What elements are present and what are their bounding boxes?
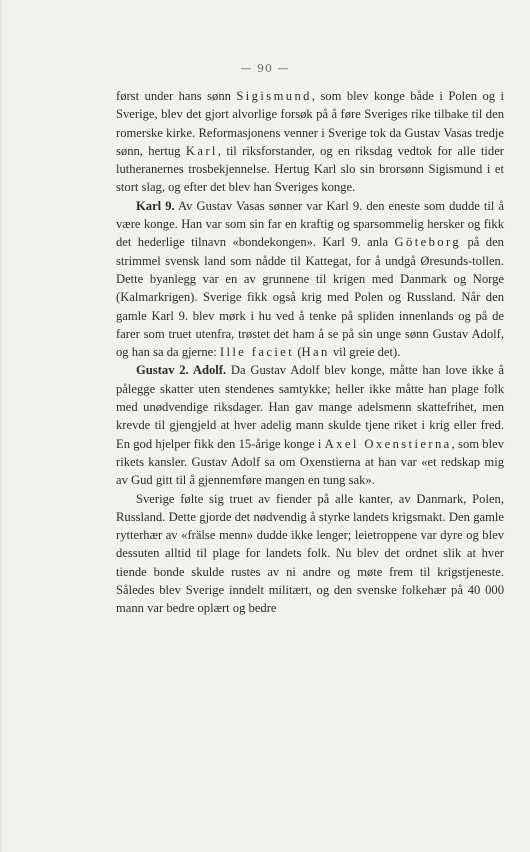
- paragraph-text: på den strimmel svensk land som nådde til Kattegat, for å undgå Øresunds-tollen. Dette byanlegg var en av grunnene til krigen med Danmark og Norge (Kalmarkrigen). Sverige fikk også krig med Polen og Russland. Når den gamle Karl 9. blev mørk i hu ved å tenke på spliden innenlands og på de farer som truet utenfra, trøstet det ham å se på sin unge sønn Gustav Adolf, og han sa da gjerne:: [116, 235, 504, 360]
- paragraph: [116, 197, 504, 362]
- page-number: — 90 —: [240, 62, 290, 75]
- paragraph: [116, 87, 504, 197]
- section-heading: Karl 9.: [136, 198, 175, 213]
- page-edge: [0, 0, 2, 852]
- paragraph: [116, 361, 504, 489]
- paragraph-text: , som blev rikets kansler. Gustav Adolf sa om Oxenstierna at han var «et redskap mig av Gud gitt til å gjennemføre mangen en tung sak».: [116, 436, 504, 488]
- spaced-name: Karl: [185, 143, 218, 158]
- paragraph: [116, 490, 504, 618]
- paragraph-text: Da Gustav Adolf blev konge, måtte han love ikke å pålegge skatter uten stendenes samtykke; heller ikke måtte han plage folk med unødvendige riksdager. Han gav mange adelsmenn skattefrihet, men krevde til gjengjeld at hver adelig mann skulde tjene riket i krig eller fred. En god hjelper fikk den 15-årige konge i: [116, 363, 504, 451]
- spaced-name: Han: [301, 345, 330, 360]
- paragraph-text: først under hans sønn: [116, 89, 237, 103]
- paragraph-text: vil greie det).: [329, 345, 401, 360]
- spaced-name: Sigismund: [236, 89, 312, 103]
- spaced-name: Göteborg: [394, 235, 462, 250]
- paragraph-text: , til riksforstander, og en riksdag vedtok for alle tider lutheranernes trosbekjennelse. Hertug Karl slo sin brorsønn Sigismund i et stort slag, og efter det blev han Sveriges konge.: [116, 143, 504, 195]
- paragraph-text: , som blev konge både i Polen og i Sverige, blev det gjort alvorlige forsøk på å føre Sveriges rike tilbake til den romerske kirke. Reformasjonens venner i Sverige tok da Gustav Vasas tredje sønn, hertug: [116, 89, 504, 158]
- spaced-name: Axel Oxenstierna: [324, 436, 452, 451]
- paragraph-text: Av Gustav Vasas sønner var Karl 9. den eneste som dudde til å være konge. Han var som sin far en kraftig og sparsommelig hersker og fikk det hederlige tilnavn «bondekongen». Karl 9. anla: [116, 198, 504, 250]
- spaced-name: Ille faciet: [219, 345, 295, 360]
- paragraph-text: (: [294, 345, 302, 360]
- body-text: [116, 87, 504, 618]
- section-heading: Gustav 2. Adolf.: [136, 363, 227, 378]
- paragraph-text: Sverige følte sig truet av fiender på alle kanter, av Danmark, Polen, Russland. Dette gjorde det nødvendig å styrke landets krigsmakt. Den gamle rytterhær av «frälse menn» dudde ikke lenger; leietroppene var dyre og blev dessuten alltid til plage for landets folk. Nu blev det ordnet slik at hver tiende bonde skulde rustes av ni andre og møte frem til krigstjeneste. Således blev Sverige inndelt militært, og den svenske folkehær på 40 000 mann var bedre oplært og bedre: [116, 491, 504, 616]
